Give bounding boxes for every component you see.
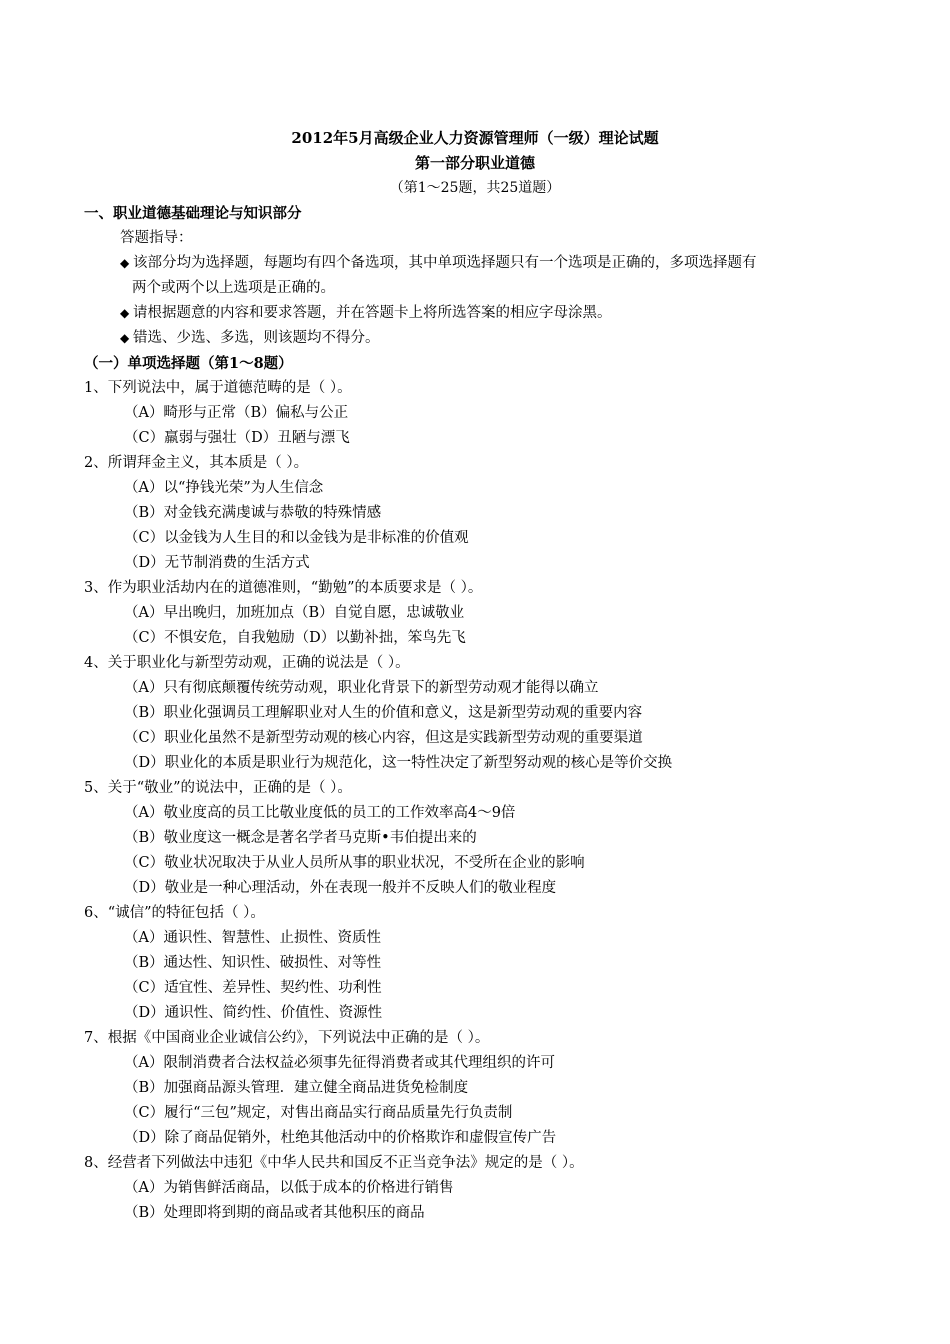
document-header [0,126,950,201]
answer-option: （D）通识性、简约性、价值性、资源性 [124,1005,383,1021]
instruction-bullet [84,326,874,351]
answer-option: （C）履行“三包”规定，对售出商品实行商品质量先行负责制 [124,1105,513,1121]
answer-option: （A）只有彻底颠覆传统劳动观，职业化背景下的新型劳动观才能得以确立 [124,680,599,696]
instruction-continuation: 两个或两个以上选项是正确的。 [132,280,335,296]
diamond-bullet-icon: ◆ [120,331,130,345]
answer-option: （A）通识性、智慧性、止损性、资质性 [124,930,381,946]
question-stem: 5、关于“敬业”的说法中，正确的是（ ）。 [84,780,352,796]
answer-option: （C）羸弱与强壮（D）丑陋与漂飞 [124,430,350,446]
diamond-bullet-icon: ◆ [120,306,130,320]
instruction-bullet [84,251,874,276]
section-heading: 一、职业道德基础理论与知识部分 [84,205,302,222]
answer-option: （D）敬业是一种心理活动，外在表现一般并不反映人们的敬业程度 [124,880,557,896]
answer-option: （D）职业化的本质是职业行为规范化，这一特性决定了新型努动观的核心是等价交换 [124,755,673,771]
part-title: 第一部分职业道德 [414,154,535,172]
question-stem: 2、所谓拜金主义，其本质是（ ）。 [84,455,309,471]
question-stem: 1、下列说法中，属于道德范畴的是（ ）。 [84,380,352,396]
answer-option: （A）早出晚归，加班加点（B）自觉自愿，忠诚敬业 [124,605,465,621]
answer-option: （B）加强商品源头管理．建立健全商品进货免检制度 [124,1080,469,1096]
question-stem: 4、关于职业化与新型劳动观，正确的说法是（ ）。 [84,655,410,671]
instruction-text: 请根据题意的内容和要求答题，并在答题卡上将所选答案的相应字母涂黑。 [133,305,612,321]
answer-option: （C）以金钱为人生目的和以金钱为是非标准的价值观 [124,530,469,546]
diamond-bullet-icon: ◆ [120,256,130,270]
answer-option: （C）敬业状况取决于从业人员所从事的职业状况，不受所在企业的影响 [124,855,585,871]
exam-title: 2012年5月高级企业人力资源管理师（一级）理论试题 [291,129,659,147]
question-stem: 6、“诚信”的特征包括（ ）。 [84,905,265,921]
instruction-bullet [84,301,874,326]
answer-option: （A）敬业度高的员工比敬业度低的员工的工作效率高4～9倍 [124,805,516,821]
question-stem: 8、经营者下列做法中违犯《中华人民共和国反不正当竞争法》规定的是（ ）。 [84,1155,584,1171]
subsection-heading: （一）单项选择题（第1～8题） [84,355,293,372]
answer-option: （C）职业化虽然不是新型劳动观的核心内容，但这是实践新型劳动观的重要渠道 [124,730,643,746]
question-stem: 7、根据《中国商业企业诚信公约》，下列说法中正确的是（ ）。 [84,1030,490,1046]
answer-option: （C）适宜性、差异性、契约性、功利性 [124,980,382,996]
answer-option: （D）除了商品促销外，杜绝其他活动中的价格欺诈和虚假宣传广告 [124,1130,557,1146]
answer-option: （A）限制消费者合法权益必须事先征得消费者或其代理组织的许可 [124,1055,555,1071]
answer-option: （C）不惧安危，自我勉励（D）以勤补拙，笨鸟先飞 [124,630,466,646]
answer-option: （B）处理即将到期的商品或者其他积压的商品 [124,1205,425,1221]
answer-option: （B）对金钱充满虔诚与恭敬的特殊情感 [124,505,382,521]
answer-option: （B）敬业度这一概念是著名学者马克斯•韦伯提出来的 [124,830,477,846]
question-range: （第1～25题，共25道题） [389,180,561,196]
answer-option: （B）通达性、知识性、破损性、对等性 [124,955,382,971]
answer-option: （A）以“挣钱光荣”为人生信念 [124,480,324,496]
instruction-text: 错选、少选、多选，则该题均不得分。 [133,330,380,346]
question-stem: 3、作为职业活劫内在的道德准则，“勤勉”的本质要求是（ ）。 [84,580,483,596]
guide-label: 答题指导： [120,230,193,246]
answer-option: （D）无节制消费的生活方式 [124,555,310,571]
answer-option: （A）为销售鲜活商品，以低于成本的价格进行销售 [124,1180,454,1196]
exam-body [84,201,874,1226]
answer-option: （B）职业化强调员工理解职业对人生的价值和意义，这是新型劳动观的重要内容 [124,705,643,721]
answer-option: （A）畸形与正常（B）偏私与公正 [124,405,349,421]
instruction-text: 该部分均为选择题，每题均有四个备选项，其中单项选择题只有一个选项是正确的，多项选择题有 [133,255,757,271]
